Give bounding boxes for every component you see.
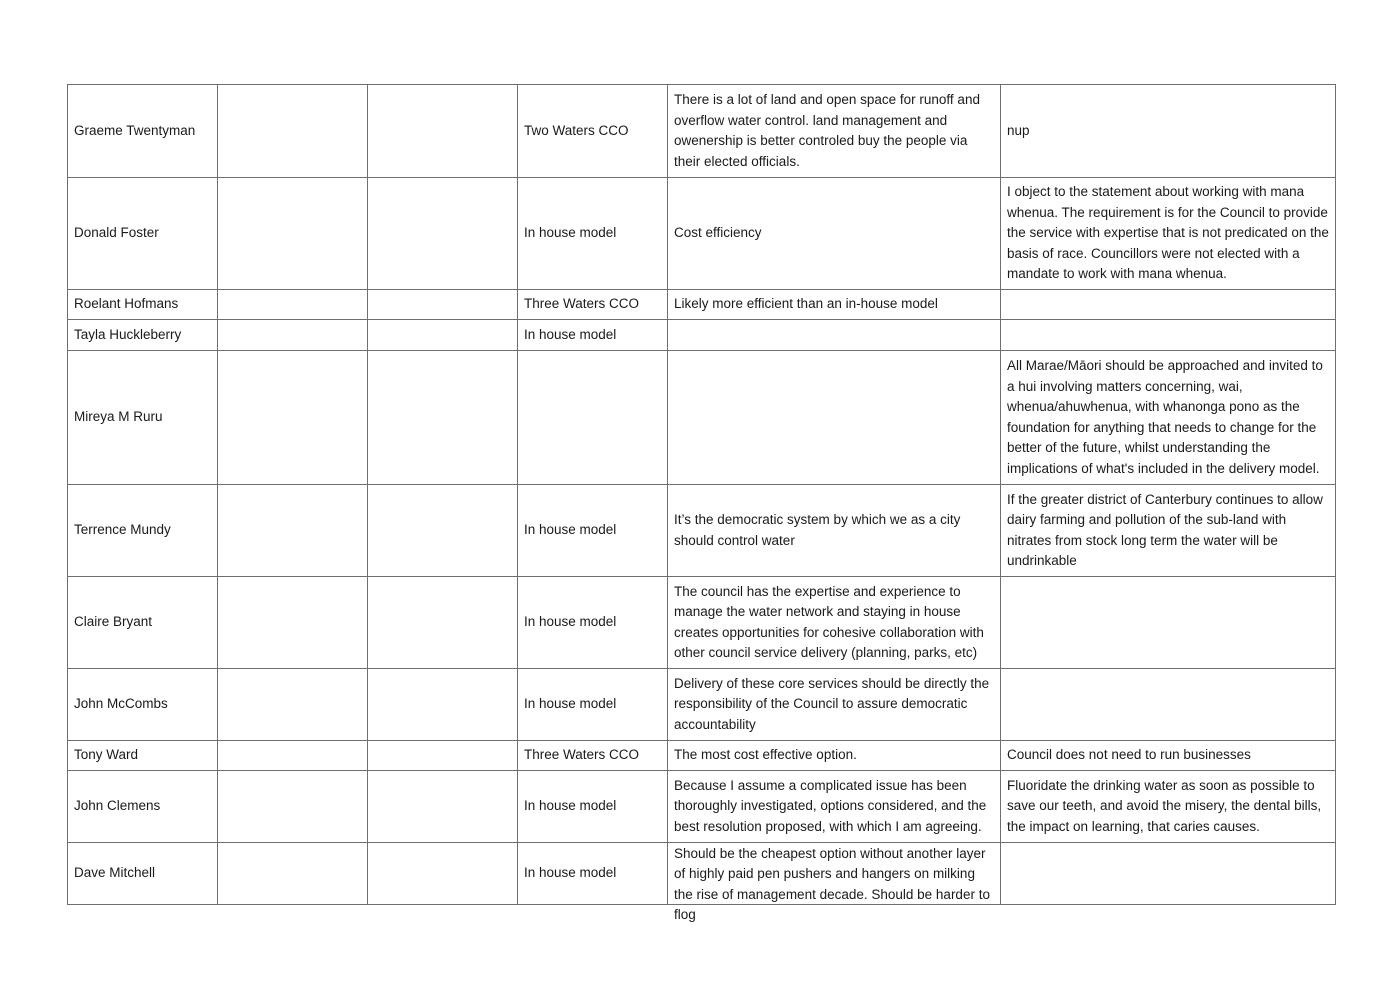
empty-cell	[218, 320, 368, 351]
comment-cell: If the greater district of Canterbury continues to allow dairy farming and pollution of the sub-land with nitrates from stock long term the water will be undrinkable	[1001, 485, 1336, 577]
preferred-option-cell: In house model	[518, 178, 668, 290]
reason-cell	[668, 320, 1001, 351]
reason-cell: Likely more efficient than an in-house model	[668, 290, 1001, 320]
reason-cell	[668, 843, 1001, 922]
empty-cell	[218, 485, 368, 577]
preferred-option-cell: Two Waters CCO	[518, 85, 668, 178]
preferred-option-cell: In house model	[518, 771, 668, 843]
empty-cell	[368, 669, 518, 741]
table-row	[68, 320, 1336, 351]
submitter-name-cell: John Clemens	[68, 771, 218, 843]
empty-cell	[368, 351, 518, 485]
empty-cell	[218, 290, 368, 320]
table-row	[68, 741, 1336, 771]
submitter-name-cell: Donald Foster	[68, 178, 218, 290]
submitter-name-cell: John McCombs	[68, 669, 218, 741]
empty-cell	[368, 771, 518, 843]
empty-cell	[368, 178, 518, 290]
table-row	[68, 577, 1336, 669]
comment-cell: I object to the statement about working with mana whenua. The requirement is for the Council to provide the service with expertise that is not predicated on the basis of race. Councillors were not elected with a mandate to work with mana whenua.	[1001, 178, 1336, 290]
empty-cell	[218, 771, 368, 843]
preferred-option-cell: In house model	[518, 669, 668, 741]
submitter-name-cell: Tayla Huckleberry	[68, 320, 218, 351]
reason-cell	[668, 351, 1001, 485]
empty-cell	[218, 741, 368, 771]
empty-cell	[218, 351, 368, 485]
submissions-table	[67, 84, 1336, 922]
table-row	[68, 85, 1336, 178]
table-row	[68, 290, 1336, 320]
comment-cell	[1001, 320, 1336, 351]
reason-cell: Cost efficiency	[668, 178, 1001, 290]
comment-cell: Council does not need to run businesses	[1001, 741, 1336, 771]
submitter-name-cell: Graeme Twentyman	[68, 85, 218, 178]
empty-cell	[368, 320, 518, 351]
reason-cell: It’s the democratic system by which we as a city should control water	[668, 485, 1001, 577]
table-row	[68, 843, 1336, 905]
empty-cell	[218, 85, 368, 178]
table-row	[68, 669, 1336, 741]
reason-cell: There is a lot of land and open space for runoff and overflow water control. land management and owenership is better controled buy the people via their elected officials.	[668, 85, 1001, 178]
empty-cell	[368, 843, 518, 905]
table-row	[68, 351, 1336, 485]
empty-cell	[218, 669, 368, 741]
reason-cell: Because I assume a complicated issue has been thoroughly investigated, options considered, and the best resolution proposed, with which I am agreeing.	[668, 771, 1001, 843]
comment-cell	[1001, 669, 1336, 741]
preferred-option-cell: Three Waters CCO	[518, 741, 668, 771]
preferred-option-cell	[518, 351, 668, 485]
submitter-name-cell: Mireya M Ruru	[68, 351, 218, 485]
preferred-option-cell: Three Waters CCO	[518, 290, 668, 320]
table-row	[68, 771, 1336, 843]
preferred-option-cell: In house model	[518, 843, 668, 905]
preferred-option-cell: In house model	[518, 320, 668, 351]
empty-cell	[218, 843, 368, 905]
preferred-option-cell: In house model	[518, 577, 668, 669]
reason-cell: The council has the expertise and experience to manage the water network and staying in house creates opportunities for cohesive collaboration with other council service delivery (planning, parks, etc)	[668, 577, 1001, 669]
comment-cell: All Marae/Māori should be approached and invited to a hui involving matters concerning, wai, whenua/ahuwhenua, with whanonga pono as the foundation for anything that needs to change for the better of the future, whilst understanding the implications of what's included in the delivery model.	[1001, 351, 1336, 485]
submitter-name-cell: Claire Bryant	[68, 577, 218, 669]
empty-cell	[218, 577, 368, 669]
empty-cell	[218, 178, 368, 290]
submitter-name-cell: Dave Mitchell	[68, 843, 218, 905]
comment-cell	[1001, 290, 1336, 320]
comment-cell: Fluoridate the drinking water as soon as possible to save our teeth, and avoid the misery, the dental bills, the impact on learning, that caries causes.	[1001, 771, 1336, 843]
empty-cell	[368, 290, 518, 320]
empty-cell	[368, 85, 518, 178]
table-row	[68, 178, 1336, 290]
table-row	[68, 485, 1336, 577]
reason-text-clipped: Should be the cheapest option without another layer of highly paid pen pushers and hangers on milking the rise of management decade. Should be harder to flog	[674, 845, 990, 922]
preferred-option-cell: In house model	[518, 485, 668, 577]
comment-cell	[1001, 577, 1336, 669]
submitter-name-cell: Roelant Hofmans	[68, 290, 218, 320]
comment-cell	[1001, 843, 1336, 905]
submitter-name-cell: Tony Ward	[68, 741, 218, 771]
empty-cell	[368, 485, 518, 577]
reason-cell: Delivery of these core services should be directly the responsibility of the Council to assure democratic accountability	[668, 669, 1001, 741]
empty-cell	[368, 741, 518, 771]
submitter-name-cell: Terrence Mundy	[68, 485, 218, 577]
reason-cell: The most cost effective option.	[668, 741, 1001, 771]
comment-cell: nup	[1001, 85, 1336, 178]
empty-cell	[368, 577, 518, 669]
